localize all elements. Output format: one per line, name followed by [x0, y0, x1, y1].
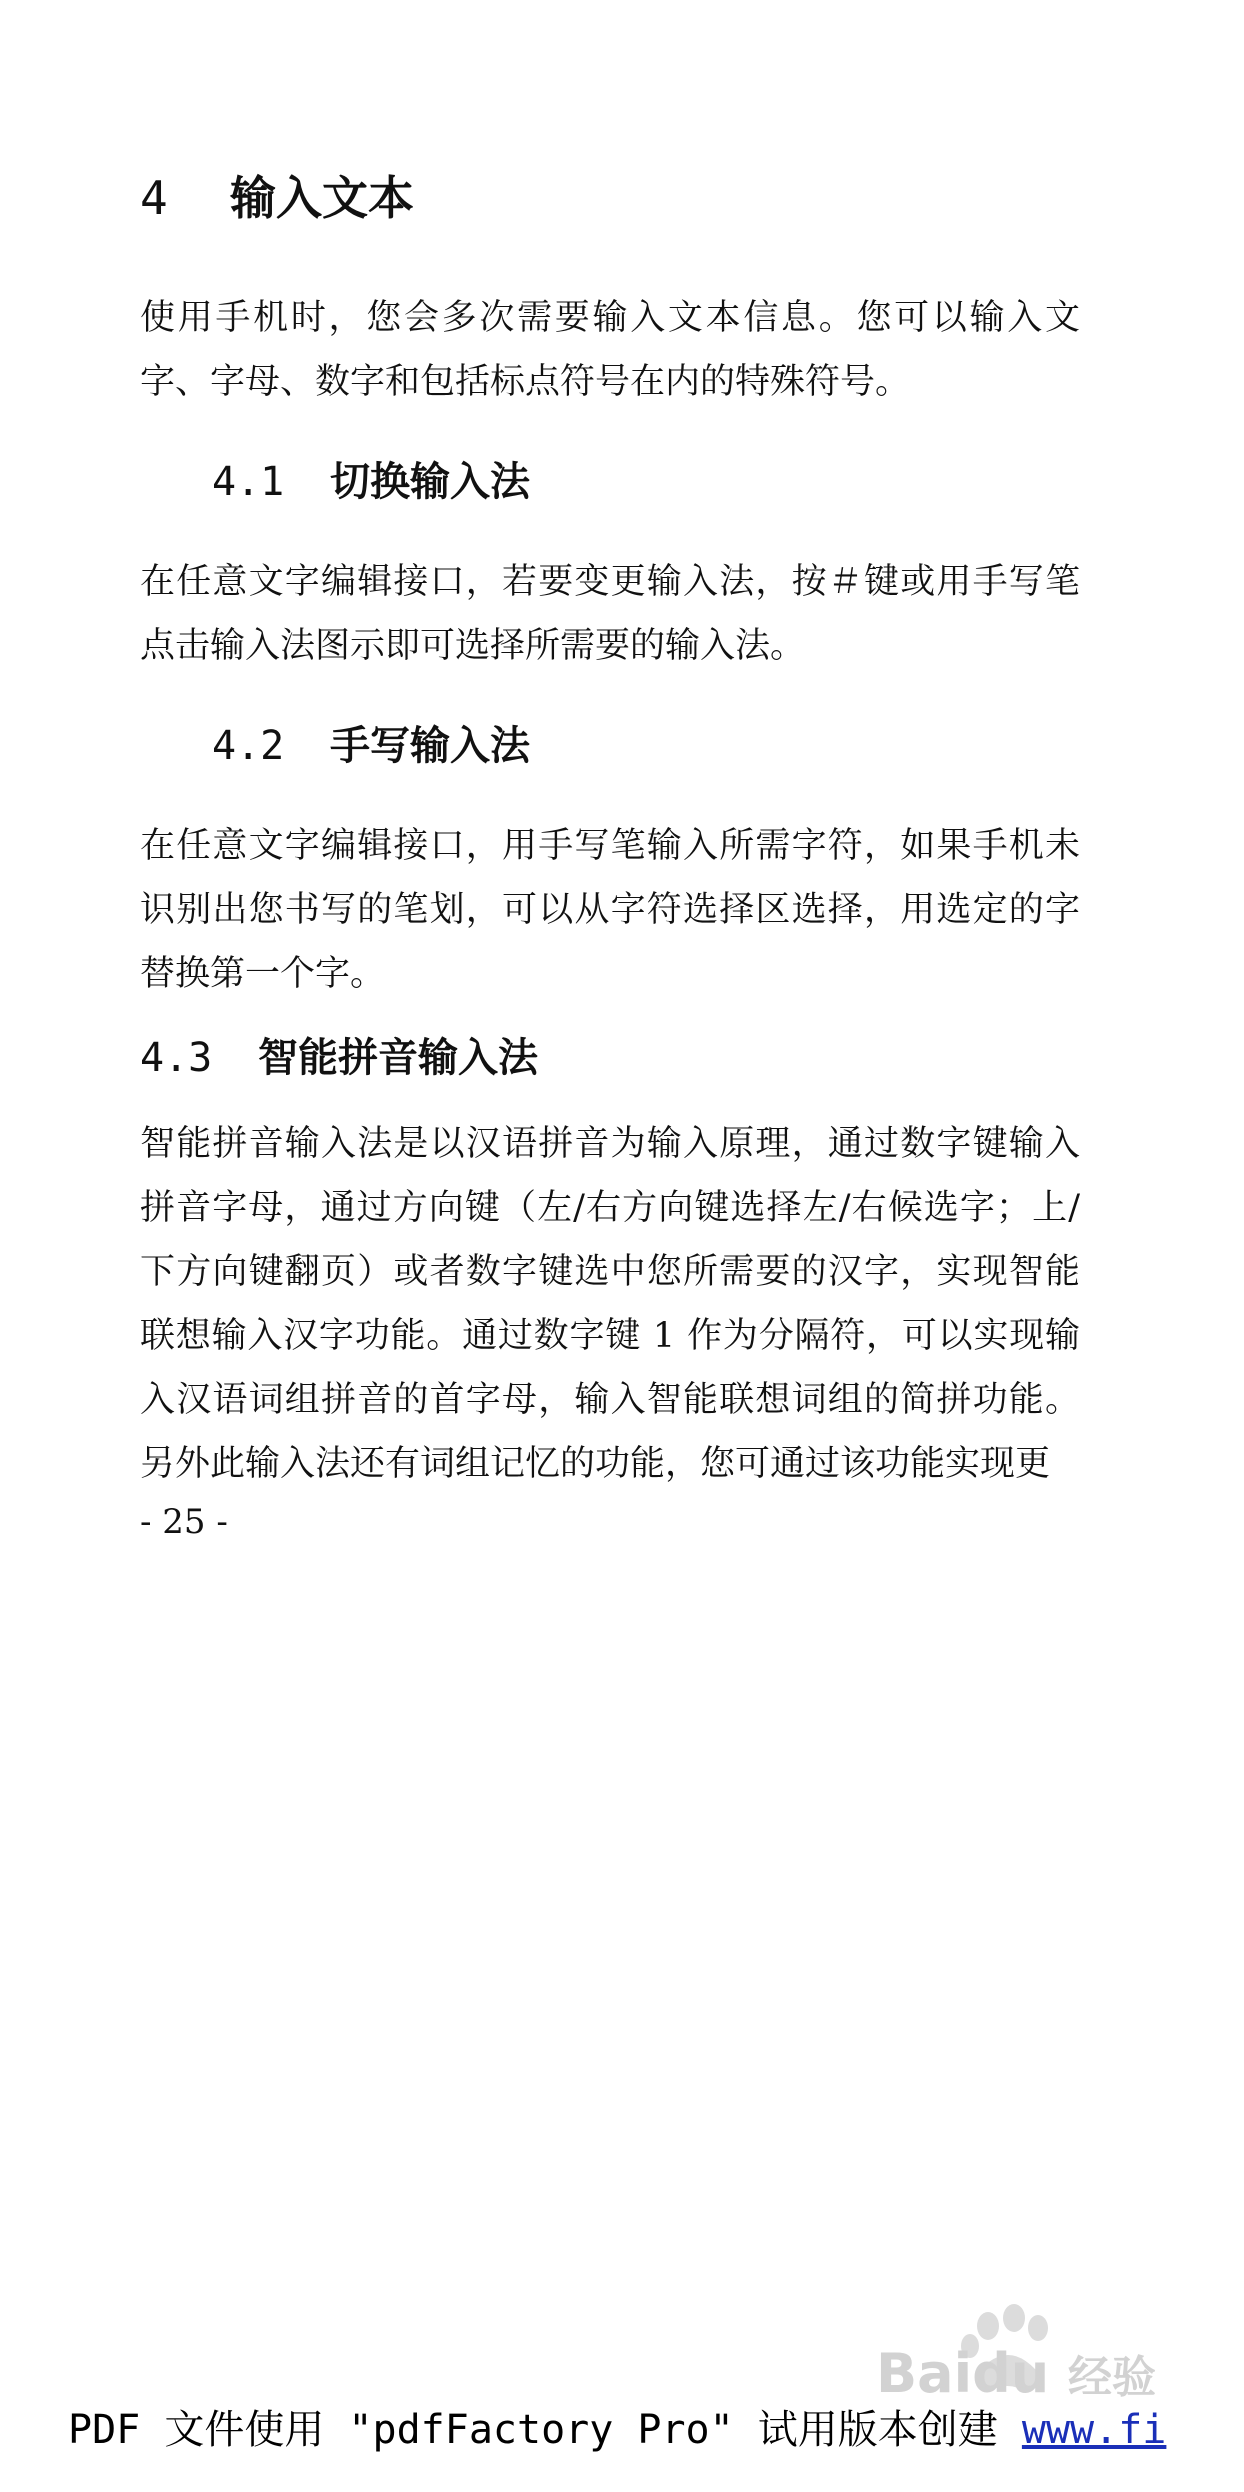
footer-link[interactable]: www.fi [1021, 2407, 1167, 2453]
section-4-heading [140, 168, 414, 228]
section-4-2-title: 手写输入法 [330, 722, 530, 769]
section-4-3-number: 4.3 [140, 1035, 213, 1081]
section-4-3-title: 智能拼音输入法 [258, 1034, 538, 1081]
section-4-2-paragraph: 在任意文字编辑接口，用手写笔输入所需字符，如果手机未识别出您书写的笔划，可以从字符选择区选择，用选定的字替换第一个字。 [140, 826, 1080, 994]
section-4-2-heading [212, 718, 530, 774]
section-4-1-heading [212, 454, 530, 510]
section-4-number: 4 [140, 171, 168, 225]
section-4-1-title: 切换输入法 [330, 458, 530, 505]
section-4-1-paragraph: 在任意文字编辑接口，若要变更输入法，按＃键或用手写笔点击输入法图示即可选择所需要的输入法。 [140, 562, 1080, 666]
footer-text: PDF 文件使用 "pdfFactory Pro" 试用版本创建 [68, 2407, 1022, 2453]
section-4-title: 输入文本 [230, 171, 414, 225]
section-4-paragraph: 使用手机时，您会多次需要输入文本信息。您可以输入文字、字母、数字和包括标点符号在内的特殊符号。 [140, 298, 1080, 402]
baidu-jingyan-watermark [868, 2300, 1178, 2410]
section-4-1-number: 4.1 [212, 459, 285, 505]
page-number: - 25 - [140, 1502, 228, 1542]
pdf-footer-notice [68, 2398, 1244, 2462]
section-4-2-number: 4.2 [212, 723, 285, 769]
section-4-3-heading [140, 1030, 538, 1086]
watermark-suffix-text: 经验 [1068, 2352, 1156, 2403]
watermark-brand-text: Baidu [876, 2342, 1050, 2405]
section-4-3-paragraph: 智能拼音输入法是以汉语拼音为输入原理，通过数字键输入拼音字母，通过方向键（左/右方向键选择左/右候选字；上/下方向键翻页）或者数字键选中您所需要的汉字，实现智能联想输入汉字功能。通过数字键 1 作为分隔符，可以实现输入汉语词组拼音的首字母，输入智能联想词组的简拼功能。另外此输入法还有词组记忆的功能，您可通过该功能实现更 [140, 1124, 1080, 1484]
